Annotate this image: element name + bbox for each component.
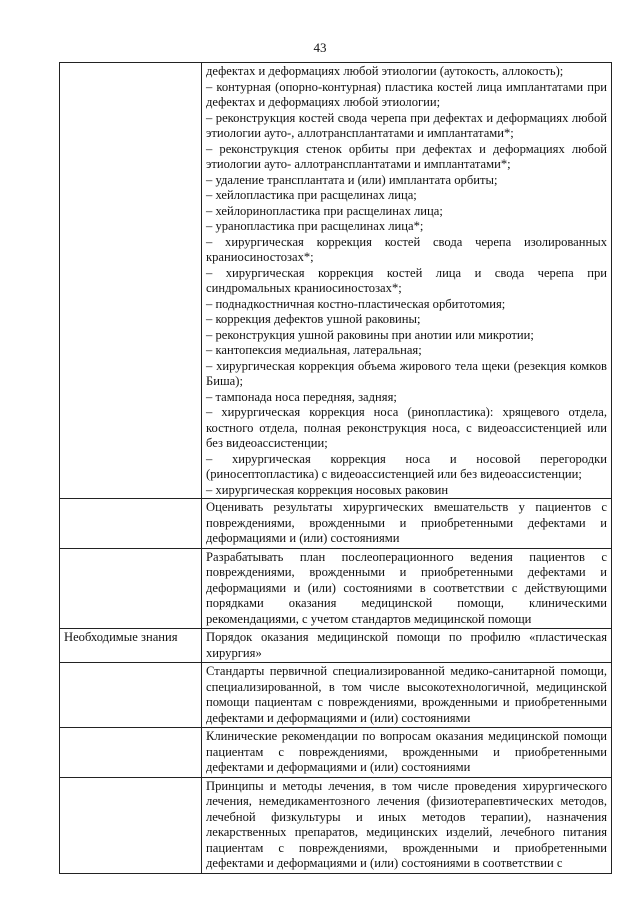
row-content-cell xyxy=(202,629,612,663)
paragraph: – хейлопластика при расщелинах лица; xyxy=(206,188,417,202)
paragraph: – хейлоринопластика при расщелинах лица; xyxy=(206,203,443,218)
table-row xyxy=(60,663,612,728)
paragraph: – хирургическая коррекция носа (ринопластика): хрящевого отдела, костного отдела, полная реконструкция носа, с видеоассистенцией или без видеоассистенции; xyxy=(206,405,607,450)
table-row xyxy=(60,777,612,873)
paragraph: Порядок оказания медицинской помощи по профилю «пластическая хирургия» xyxy=(206,630,607,660)
row-label: Необходимые знания xyxy=(64,630,178,644)
row-label-cell xyxy=(60,548,202,629)
paragraph: дефектах и деформациях любой этиологии (аутокость, аллокость); xyxy=(206,64,564,78)
table-row xyxy=(60,728,612,778)
paragraph: – кантопексия медиальная, латеральная; xyxy=(206,343,422,357)
row-label-cell xyxy=(60,728,202,778)
paragraph: – тампонада носа передняя, задняя; xyxy=(206,389,397,404)
paragraph: – реконструкция стенок орбиты при дефектах и деформациях любой этиологии ауто- аллотрансплантатами и имплантатами*; xyxy=(206,141,607,171)
page-number: 43 xyxy=(313,40,327,55)
paragraph: – хирургическая коррекция костей свода черепа изолированных краниосиностозах*; xyxy=(206,234,607,264)
paragraph: Стандарты первичной специализированной медико-санитарной помощи, специализированной, в том числе высокотехнологичной, медицинской помощи пациентам с повреждениями, врожденными и приобретенными дефектами и деформациями и (или) состояниями xyxy=(206,664,607,725)
paragraph: – реконструкция ушной раковины при анотии или микротии; xyxy=(206,327,534,342)
paragraph: – поднадкостничная костно-пластическая орбитотомия; xyxy=(206,296,506,311)
paragraph: – хирургическая коррекция носовых раковин xyxy=(206,482,449,497)
paragraph: Клинические рекомендации по вопросам оказания медицинской помощи пациентам с повреждениями, врожденными и приобретенными дефектами и деформациями и (или) состояниями xyxy=(206,729,607,774)
row-content-cell xyxy=(202,663,612,728)
row-label-cell xyxy=(60,777,202,873)
paragraph: – хирургическая коррекция носа и носовой перегородки (риносептопластика) с видеоассистенцией или без видеоассистенции; xyxy=(206,451,607,481)
row-label-cell xyxy=(60,63,202,499)
paragraph: Принципы и методы лечения, в том числе проведения хирургического лечения, немедикаментозного лечения (физиотерапевтических методов, лечебной физкультуры и иных методов терапии), назначения лекарственных препаратов, медицинских изделий, лечебного питания пациентам с повреждениями, врожденными и приобретенными дефектами и деформациями и (или) состояниями в соответствии с xyxy=(206,778,607,870)
paragraph: – реконструкция костей свода черепа при дефектах и деформациях любой этиологии ауто-, аллотрансплантатами и имплантатами*; xyxy=(206,110,607,140)
paragraph: – хирургическая коррекция объема жирового тела щеки (резекция комков Биша); xyxy=(206,358,607,388)
competency-table xyxy=(59,62,612,874)
paragraph: – удаление трансплантата и (или) имплантата орбиты; xyxy=(206,172,498,187)
paragraph: Оценивать результаты хирургических вмешательств у пациентов с повреждениями, врожденными и приобретенными дефектами и деформациями и (или) состояниями xyxy=(206,500,607,545)
row-content-cell xyxy=(202,548,612,629)
paragraph: – коррекция дефектов ушной раковины; xyxy=(206,312,421,326)
row-label-cell xyxy=(60,629,202,663)
table-row xyxy=(60,63,612,499)
paragraph: Разрабатывать план послеоперационного ведения пациентов с повреждениями, врожденными и приобретенными дефектами и деформациями и (или) состояниями в соответствии с действующими порядками оказания медицинской помощи, клиническими рекомендациями, с учетом стандартов медицинской помощи xyxy=(206,549,607,626)
row-content-cell xyxy=(202,777,612,873)
row-content-cell xyxy=(202,499,612,549)
row-label-cell xyxy=(60,499,202,549)
table-body xyxy=(60,63,612,874)
row-label-cell xyxy=(60,663,202,728)
row-content-cell xyxy=(202,728,612,778)
table-row xyxy=(60,548,612,629)
paragraph: – уранопластика при расщелинах лица*; xyxy=(206,219,424,233)
table-row xyxy=(60,629,612,663)
row-content-cell xyxy=(202,63,612,499)
paragraph: – контурная (опорно-контурная) пластика костей лица имплантатами при дефектах и деформациях любой этиологии; xyxy=(206,79,607,109)
paragraph: – хирургическая коррекция костей лица и свода черепа при синдромальных краниосиностозах*; xyxy=(206,265,607,295)
table-row xyxy=(60,499,612,549)
